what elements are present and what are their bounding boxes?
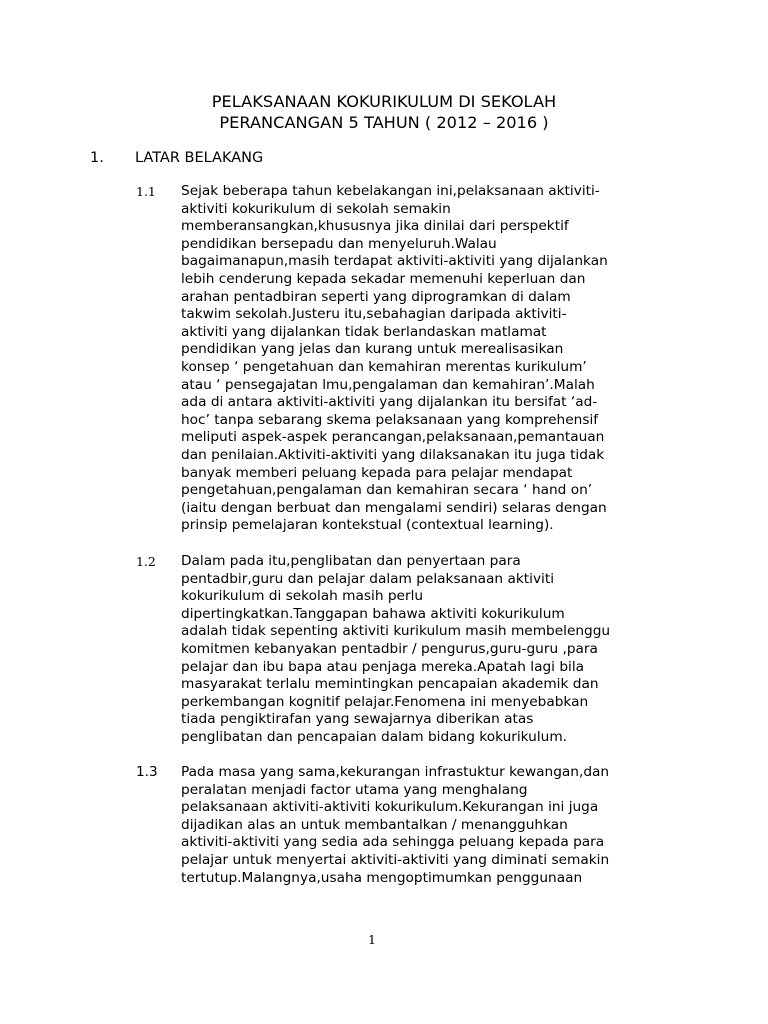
paragraph-number: 1.3 [136, 764, 158, 780]
paragraph-text: Sejak beberapa tahun kebelakangan ini,pelaksanaan aktiviti- aktiviti kokurikulum di sekolah semakin memberansangkan,khususnya jika dinilai dari perspektif pendidikan bersepadu dan menyeluruh.Walau bagaimanapun,masih terdapat aktiviti-aktiviti yang dijalankan lebih cenderung kepada sekadar memenuhi keperluan dan arahan pentadbiran seperti yang diprogramkan di dalam takwim sekolah.Justeru itu,sebahagian daripada aktiviti- aktiviti yang dijalankan tidak berlandaskan matlamat pendidikan yang jelas dan kurang untuk merealisasikan konsep ‘ pengetahuan dan kemahiran merentas kurikulum’ atau ‘ pensegajatan lmu,pengalaman dan kemahiran’.Malah ada di antara aktiviti-aktiviti yang dijalankan itu bersifat ‘ad- hoc’ tanpa sebarang skema pelaksanaan yang komprehensif meliputi aspek-aspek perancangan,pelaksanaan,pemantauan dan penilaian.Aktiviti-aktiviti yang dilaksanakan itu juga tidak banyak memberi peluang kepada para pelajar mendapat pengetahuan,pengalaman dan kemahiran secara ‘ hand on’ (iaitu dengan berbuat dan mengalami sendiri) selaras dengan prinsip pemelajaran kontekstual (contextual learning). [181, 183, 608, 534]
document-subtitle: PERANCANGAN 5 TAHUN ( 2012 – 2016 ) [219, 113, 549, 132]
document-title: PELAKSANAAN KOKURIKULUM DI SEKOLAH [211, 92, 557, 111]
paragraph-text: Dalam pada itu,penglibatan dan penyertaan para pentadbir,guru dan pelajar dalam pelaksanaan aktiviti kokurikulum di sekolah masih perlu dipertingkatkan.Tanggapan bahawa aktiviti kokurikulum adalah tidak sepenting aktiviti kurikulum masih membelenggu komitmen kebanyakan pentadbir / pengurus,guru-guru ,para pelajar dan ibu bapa atau penjaga mereka.Apatah lagi bila masyarakat terlalu memintingkan pencapaian akademik dan perkembangan kognitif pelajar.Fenomena ini menyebabkan tiada pengiktirafan yang sewajarnya diberikan atas penglibatan dan pencapaian dalam bidang kokurikulum. [181, 553, 611, 745]
page-number: 1 [368, 932, 376, 947]
paragraph-number: 1.1 [136, 184, 156, 199]
section-number: 1. [90, 150, 104, 166]
section-title: LATAR BELAKANG [135, 150, 264, 166]
paragraph-text: Pada masa yang sama,kekurangan infrastuktur kewangan,dan peralatan menjadi factor utama yang menghalang pelaksanaan aktiviti-aktiviti kokurikulum.Kekurangan ini juga dijadikan alas an untuk membantalkan / menangguhkan aktiviti-aktiviti yang sedia ada sehingga peluang kepada para pelajar untuk menyertai aktiviti-aktiviti yang diminati semakin tertutup.Malangnya,usaha mengoptimumkan penggunaan [181, 764, 610, 886]
paragraph-number: 1.2 [136, 554, 156, 569]
